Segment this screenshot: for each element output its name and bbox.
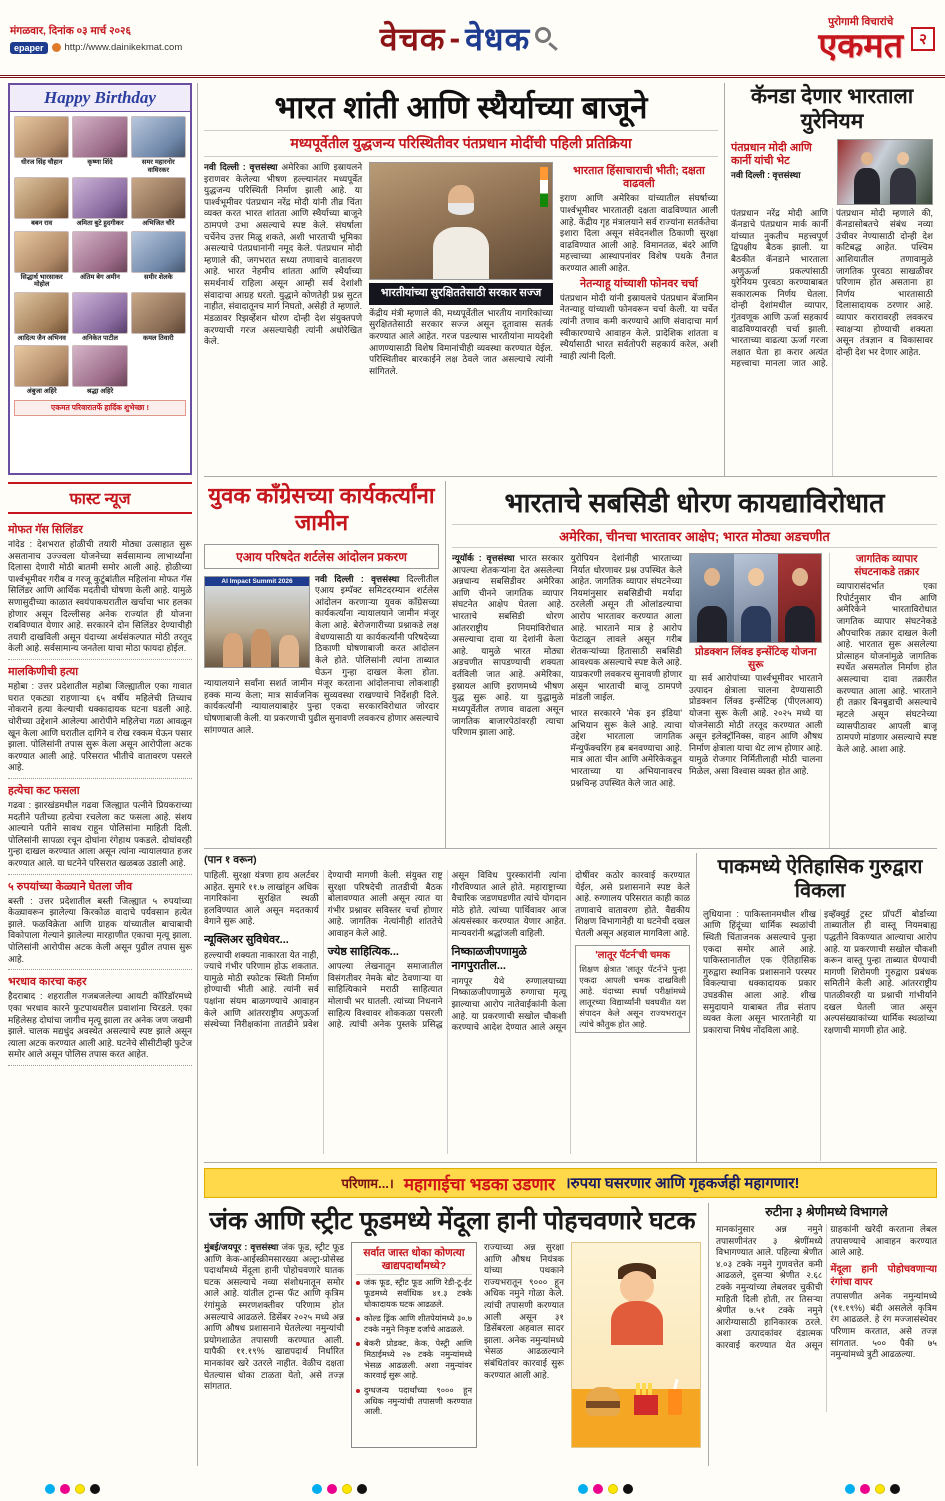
subsidy-dateline: न्यूयॉर्क : वृत्तसंस्था: [452, 553, 515, 563]
danger-foods-box: [351, 1242, 477, 1448]
birthday-photo: [72, 345, 127, 387]
continuation-tag: (पान १ वरून): [204, 854, 257, 866]
congress-headline: युवक काँग्रेसच्या कार्यकर्त्यांना जामीन: [208, 483, 435, 535]
danger-food-bullet: बेकरी प्रोडक्ट, केक, पेस्ट्री आणि मिठाईमध्ये २७ टक्के नमुन्यांमध्ये भेसळ आढळली. अशा नमुन्यांवर कारवाई सुरू आहे.: [356, 1339, 472, 1382]
birthday-photo: [131, 231, 186, 273]
birthday-cell: [14, 345, 69, 396]
lead-column-3: [560, 162, 718, 462]
junk-food-headline: जंक आणि स्ट्रीट फूडमध्ये मेंदूला हानी पोहचवणारे घटक: [209, 1207, 696, 1235]
lead-story: [204, 83, 724, 476]
impact-banner-rest: ।रुपया घसरणार आणि गृहकर्जही महागणार!: [564, 1175, 800, 1192]
danger-food-bullet: कोल्ड ड्रिंक आणि शीतपेयांमध्ये ३०.७ टक्के नमुने निकृष्ट दर्जाचे आढळले.: [356, 1314, 472, 1335]
birthday-name: कमल तिवारी: [143, 334, 174, 342]
shirtless-protest-box-title: एआय परिषदेत शर्टलेस आंदोलन प्रकरण: [204, 544, 439, 569]
page-number: २: [911, 27, 935, 51]
masthead-tagline: पुरोगामी विचारांचे: [828, 15, 894, 28]
categories-body: मानकांनुसार अन्न नमुने तपासणीनंतर ३ श्रेणींमध्ये विभागण्यात आले. पहिल्या श्रेणीत ४.०३ टक्के नमुने गुणवत्तेत कमी आढळले, दुसऱ्या श्रेणीत २.६८ टक्के नमुन्यांच्या लेबलवर चुकीची माहिती दिली होती, तर तिसऱ्या श्रेणीत ७.५१ टक्के नमुने आरोग्यासाठी हानिकारक ठरले. अशा उत्पादकांवर दंडात्मक कारवाई करण्यात येत असून ग्राहकांनी खरेदी करताना लेबल तपासण्याचे आवाहन करण्यात आले आहे.: [716, 1224, 937, 1351]
birthday-photo: [14, 292, 69, 334]
india-flag-icon: [540, 167, 548, 207]
protest-photo: [204, 576, 310, 668]
birthday-photo: [14, 231, 69, 273]
make-in-india-note: भारत सरकारने 'मेक इन इंडिया' अभियान सुरू केले आहे. त्याचा उद्देश भारताला जागतिक मॅन्युफॅक्चरिंग हब बनवण्याचा आहे. मात्र आता चीन आणि अमेरिकेकडून भारताच्या या अभियानावरच प्रश्नचिन्ह उपस्थित केले जात आहे.: [570, 707, 683, 788]
danger-food-bullet: जंक फूड, स्ट्रीट फूड आणि रेडी-टू-ईट फूडमध्ये सर्वाधिक ४१.३ टक्के धोकादायक घटक आढळले.: [356, 1278, 472, 1310]
modi-trump-xi-photo: [689, 553, 822, 643]
modi-speech-photo: [369, 162, 553, 280]
birthday-cell: [72, 292, 127, 343]
fast-news-body: गढवा : झारखंडमधील गढवा जिल्ह्यात पत्नीने प्रियकराच्या मदतीने पतीच्या हत्येचा रचलेला कट फसला आहे. संशय आल्याने पतीने सावध राहून पोलिसांना माहिती दिली. पोलिसांनी सापळा रचून दोघांना रंगेहाथ पकडले. दोघांवरही गुन्हा दाखल करण्यात आला असून त्यांना न्यायालयात हजर करण्यात आले. या घटनेने परिसरात खळबळ उडाली आहे.: [8, 799, 192, 869]
birthday-name: अंबुजा अहिरे: [26, 388, 57, 396]
birthday-name: आदित्य जैन अभिनव: [17, 334, 66, 342]
fast-news-title: फास्ट न्यूज: [8, 482, 192, 514]
fast-news-body: नांदेड : देशभरात होळीची तयारी मोठ्या उत्साहात सुरू असतानाच उज्ज्वला योजनेच्या सर्वसामान्य लाभार्थ्यांना दिलासा देणारी मोठी बातमी समोर आली आहे. होळीच्या पार्श्वभूमीवर गरीब व गरजू कुटुंबांतील महिलांना मोफत गॅस सिलिंडर आणि आर्थिक मदतीची घोषणा केली आहे. यामुळे सणासुदीच्या काळात स्वयंपाकघरातील खर्चाचा भार हलका होणार असून दिल्लीसह अनेक राज्यांत ही योजना राबविण्यात येणार आहे. सरकारने दोन सिलिंडर देण्याचीही तयारी दाखविली असून यंदाच्या अर्थसंकल्पात मोठी तरतूद केली आहे. सर्वसामान्य जनतेला याचा मोठा फायदा होईल.: [8, 539, 192, 654]
danger-foods-list: [356, 1278, 472, 1418]
cmyk-marks-center-left: [312, 1484, 367, 1494]
continuation-item-title: ज्येष्ठ साहित्यिक...: [327, 945, 399, 958]
birthday-name: समीर शेलके: [143, 273, 173, 281]
canada-headline: कॅनडा देणार भारताला युरेनियम: [750, 85, 914, 133]
congress-dateline: नवी दिल्ली : वृत्तसंस्था: [315, 573, 400, 584]
header-right: [710, 15, 935, 63]
fast-news-body: महोबा : उत्तर प्रदेशातील महोबा जिल्ह्यातील एका गावात घरात एकट्या राहणाऱ्या ६५ वर्षीय महिलेची तिच्याच नोकराने हत्या केल्याची धक्कादायक घटना घडली आहे. चोरीच्या उद्देशाने आलेल्या आरोपीने महिलेचा गळा आवळून खून केला आणि घरातील दागिने व रोख रक्कम घेऊन पसार झाला. पोलिसांनी तपास सुरू केला असून आरोपीला अटक करण्यात आली आहे. परिसरात भीतीचे वातावरण पसरले आहे.: [8, 681, 192, 773]
birthday-box: [8, 83, 192, 475]
junk-food-mid-column: राज्याच्या अन्न सुरक्षा आणि औषध नियंत्रक यांच्या पथकाने राज्यभरातून ९००० हून अधिक नमुने गोळा केले. त्यांची तपासणी करण्यात आली असून ३१ डिसेंबरला अहवाल सादर झाला. अनेक नमुन्यांमध्ये भेसळ आढळल्याने संबंधितांवर कारवाई सुरू करण्यात आली आहे.: [484, 1242, 564, 1380]
masthead-brand: [818, 15, 903, 63]
birthday-photo: [14, 177, 69, 219]
canada-dateline: नवी दिल्ली : वृत्तसंस्था: [731, 169, 801, 180]
gurudwara-headline: पाकमध्ये ऐतिहासिक गुरुद्वारा विकला: [717, 856, 923, 903]
lead-dateline: नवी दिल्ली : वृत्तसंस्था: [204, 162, 278, 172]
birthday-photo: [14, 345, 69, 387]
cmyk-marks-left: [45, 1484, 100, 1494]
fast-news-headline: हत्येचा कट फसला: [8, 784, 80, 797]
impact-banner: [204, 1168, 937, 1198]
birthday-photo: [72, 177, 127, 219]
junk-food-dateline: मुंबई/जयपूर : वृत्तसंस्था: [204, 1242, 279, 1252]
gurudwara-story: [697, 853, 937, 1162]
cmyk-marks-center-right: [578, 1484, 633, 1494]
impact-banner-prefix: परिणाम...।: [341, 1176, 394, 1191]
page-header: [0, 0, 945, 78]
continuation-intro: पाहिली. सुरक्षा यंत्रणा हाय अलर्टवर आहेत. सुमारे ११.७ लाखांहून अधिक नागरिकांना सुरक्षित स्थळी हलविण्यात आले असून मदतकार्य वेगाने सुरू आहे.: [204, 870, 319, 927]
drink-icon: [668, 1389, 682, 1415]
cmyk-marks-right: [845, 1484, 900, 1494]
continuation-item-title: न्यूक्लिअर सुविधेवर...: [204, 934, 289, 947]
birthday-grid: [10, 112, 190, 400]
birthday-wish-note: एकमत परिवारातर्फे हार्दिक शुभेच्छा !: [14, 400, 186, 416]
birthday-photo: [72, 231, 127, 273]
canada-subhead: पंतप्रधान मोदी आणि कार्नी यांची भेट: [731, 141, 812, 167]
canada-body: पंतप्रधान नरेंद्र मोदी आणि कॅनडाचे पंतप्रधान मार्क कार्नी यांच्यात नुकतीच महत्त्वपूर्ण द्विपक्षीय बैठक झाली. या बैठकीत कॅनडाने भारताला अणुऊर्जा प्रकल्पांसाठी युरेनियम पुरवठा करण्याबाबत सकारात्मक निर्णय घेतला. दोन्ही देशांमधील व्यापार, गुंतवणूक आणि ऊर्जा सहकार्य वाढविण्यावरही चर्चा झाली. भारताच्या वाढत्या ऊर्जा गरजा लक्षात घेता हा करार अत्यंत महत्त्वाचा मानला जात आहे. पंतप्रधान मोदी म्हणाले की, कॅनडासोबतचे संबंध नव्या उंचीवर नेण्यासाठी दोन्ही देश कटिबद्ध आहेत. पश्चिम आशियातील तणावामुळे जागतिक पुरवठा साखळीवर परिणाम होत असताना हा निर्णय भारतासाठी दिलासादायक ठरणार आहे. व्यापार करारावरही लवकरच स्वाक्षऱ्या होण्याची शक्यता असून तंत्रज्ञान व विकासावर दोन्ही देश भर देणार आहेत.: [731, 207, 933, 369]
magnifier-icon: [534, 26, 560, 52]
child-eating-cartoon: [571, 1242, 701, 1448]
colors-note-title: मेंदूला हानी पोहोचवणाऱ्या रंगांचा वापर: [830, 1263, 937, 1289]
birthday-name: धीरज सिंह चौहान: [20, 159, 63, 166]
birthday-cell: [14, 231, 69, 289]
modi-carney-photo: [837, 139, 933, 205]
latur-pattern-box: [575, 945, 690, 1034]
birthday-photo: [131, 177, 186, 219]
junk-food-story: [204, 1203, 937, 1466]
danger-foods-title: सर्वात जास्त धोका कोणत्या खाद्यपदार्थांमध्ये?: [356, 1247, 472, 1275]
pli-scheme-body: या सर्व आरोपांच्या पार्श्वभूमीवर भारताने उत्पादन क्षेत्राला चालना देण्यासाठी प्रोडक्शन लिंक्ड इन्सेंटिव्ह (पीएलआय) योजना सुरू केली आहे. २०२५ मध्ये या योजनेसाठी मोठी तरतूद करण्यात आली असून इलेक्ट्रॉनिक्स, वाहन आणि औषध निर्माण क्षेत्राला याचा थेट लाभ होणार आहे. यामुळे रोजगार निर्मितीलाही मोठी चालना मिळेल, असा विश्वास व्यक्त होत आहे.: [689, 673, 823, 777]
subsidy-subhead: अमेरिका, चीनचा भारतावर आक्षेप; भारत मोठ्या अडचणीत: [452, 524, 937, 548]
left-sidebar: [8, 83, 198, 1466]
subsidy-photo-column: [689, 553, 822, 848]
fast-news-item: [8, 660, 192, 779]
section-title: वेचक - वेधक: [380, 17, 560, 60]
fast-news-item: [8, 875, 192, 971]
subsidy-policy-story: [446, 481, 937, 848]
violence-fear-body: इराण आणि अमेरिका यांच्यातील संघर्षाच्या पार्श्वभूमीवर भारतातही दक्षता वाढविण्यात आली आहे. केंद्रीय गृह मंत्रालयाने सर्व राज्यांना सतर्कतेचा इशारा दिला असून संवेदनशील ठिकाणी सुरक्षा वाढविण्यात आली आहे. विमानतळ, बंदरे आणि महत्त्वाच्या आस्थापनांवर विशेष पथके तैनात करण्यात आली आहेत.: [559, 193, 718, 274]
junk-food-body-column: मुंबई/जयपूर : वृत्तसंस्था जंक फूड, स्ट्रीट फूड आणि केक-आईस्क्रीमसारख्या अल्ट्रा-प्रोसेस्ड पदार्थांमध्ये मेंदूला हानी पोहोचवणारे घातक घटक असल्याचे नव्या संशोधनातून समोर आले आहे. यांतील ट्रान्स फॅट आणि कृत्रिम रंगांमुळे स्मरणशक्तीवर परिणाम होत असल्याचे आढळले. डिसेंबर २०२५ मध्ये अन्न आणि औषध प्रशासनाने घेतलेल्या नमुन्यांची प्रयोगशाळेत तपासणी करण्यात आली. यापैकी ११.१९% खाद्यपदार्थ निर्धारित मानकांवर खरे उतरले नाहीत. वेळीच दक्षता घेतल्यास धोका टाळता येतो, असे तज्ज्ञ सांगतात.: [204, 1242, 344, 1392]
birthday-cell: [131, 177, 186, 228]
header-center: [230, 17, 710, 60]
fast-news-item: [8, 518, 192, 660]
birthday-cell: [72, 177, 127, 228]
fast-news-body: बस्ती : उत्तर प्रदेशातील बस्ती जिल्ह्यात ५ रुपयांच्या केळ्यावरून झालेल्या किरकोळ वादाचे पर्यवसान हत्येत झाले. फळविक्रेता आणि ग्राहक यांच्यातील बाचाबाची विकोपाला गेल्याने झालेल्या मारहाणीत एकाचा मृत्यू झाला. पोलिसांनी आरोपीस अटक केली असून पुढील तपास सुरू आहे.: [8, 895, 192, 964]
birthday-photo: [131, 292, 186, 334]
birthday-name: अभिजित चौरे: [142, 220, 175, 228]
subsidy-column-2: युरोपियन देशांनीही भारताच्या निर्यात धोरणावर प्रश्न उपस्थित केले आहेत. जागतिक व्यापार संघटनेच्या नियमांनुसार सबसिडीची मर्यादा ठरलेली असून ती ओलांडल्याचा आरोप भारतावर करण्यात आला आहे. भारताने मात्र हे आरोप फेटाळून लावले असून गरीब शेतकऱ्यांच्या हितासाठी सबसिडी आवश्यक असल्याचे स्पष्ट केले आहे. याप्रकरणी लवकरच सुनावणी होणार असून भारताची बाजू ठामपणे मांडली जाईल. भारत सरकारने 'मेक इन इंडिया' अभियान सुरू केले आहे. त्याचा उद्देश भारताला जागतिक मॅन्युफॅक्चरिंग हब बनवण्याचा आहे. मात्र आता चीन आणि अमेरिकेकडून भारताच्या या अभियानावरच प्रश्नचिन्ह उपस्थित केले जात आहे.: [570, 553, 683, 788]
wto-complaint-column: [829, 553, 937, 848]
epaper-icon: [52, 43, 61, 52]
continuation-item-body: आपल्या लेखनातून समाजातील विसंगतीवर नेमके बोट ठेवणाऱ्या या साहित्यिकाने मराठी साहित्यात मोलाची भर घातली. त्यांच्या निधनाने साहित्य विश्वावर शोककळा पसरली आहे. त्यांची अनेक पुस्तके प्रसिद्ध असून विविध पुरस्कारांनी त्यांना गौरविण्यात आले होते. महाराष्ट्राच्या वैचारिक जडणघडणीत त्यांचे योगदान मोठे होते. त्यांच्या पार्थिवावर आज अंत्यसंस्कार करण्यात येणार आहेत. मान्यवरांनी श्रद्धांजली वाहिली.: [327, 870, 567, 1030]
epaper-badge: epaper: [10, 42, 48, 54]
birthday-name: अंतिम बेग अमीन: [80, 273, 120, 281]
content-area: [204, 83, 937, 1466]
latur-pattern-body: शिक्षण क्षेत्रात 'लातूर पॅटर्न'ने पुन्हा एकदा आपली चमक दाखविली आहे. यंदाच्या स्पर्धा परीक्षांमध्ये लातूरच्या विद्यार्थ्यांनी घवघवीत यश संपादन केले असून राज्यभरातून त्यांचे कौतुक होत आहे.: [579, 963, 686, 1029]
pli-scheme-title: प्रोडक्शन लिंक्ड इन्सेंटिव्ह योजना सुरू: [695, 646, 817, 671]
lead-headline: भारत शांती आणि स्थैर्याच्या बाजूने: [274, 90, 648, 125]
continuation-item-title: निष्काळजीपणामुळे नागपुरातील...: [451, 945, 527, 973]
page1-continuations: [204, 853, 697, 1162]
birthday-photo: [14, 116, 69, 158]
fast-news-headline: ५ रुपयांच्या केळ्याने घेतला जीव: [8, 880, 133, 893]
wto-complaint-body: व्यापारासंदर्भात एका रिपोर्टनुसार चीन आणि अमेरिकेने भारताविरोधात जागतिक व्यापार संघटनेकडे औपचारिक तक्रार दाखल केली आहे. भारतात सुरू असलेल्या प्रोत्साहन योजनांमुळे जागतिक स्पर्धेत असमतोल निर्माण होत असल्याचा दावा तक्रारीत करण्यात आला आहे. भारताने ही तक्रार बिनबुडाची असल्याचे म्हटले असून संघटनेच्या व्यासपीठावर आपली बाजू ठामपणे मांडणार असल्याचे स्पष्ट केले आहे. आशा आहे.: [836, 581, 937, 754]
fast-news-headline: भरधाव कारचा कहर: [8, 976, 87, 989]
violence-fear-title: भारतात हिंसाचाराची भीती; दक्षता वाढवली: [573, 165, 705, 191]
date-line: मंगळवार, दिनांक ०३ मार्च २०२६: [10, 24, 131, 37]
birthday-name: अनिकेत पाटील: [81, 334, 118, 342]
birthday-photo: [72, 116, 127, 158]
continuation-item-body: हल्ल्याची शक्यता नाकारता येत नाही, ज्याचे गंभीर परिणाम होऊ शकतात. यामुळे मोठी स्फोटक स्थिती निर्माण होण्याची भीती आहे. त्यांनी सर्व पक्षांना संयम बाळगण्याचे आवाहन केले आणि आंतरराष्ट्रीय अणुऊर्जा संस्थेच्या निरीक्षकांना तातडीने प्रवेश देण्याची मागणी केली. संयुक्त राष्ट्र सुरक्षा परिषदेची तातडीची बैठक बोलावण्यात आली असून त्यात या गंभीर प्रश्नावर सविस्तर चर्चा होणार आहे. जागतिक नेत्यांनीही शांततेचे आवाहन केले आहे.: [204, 870, 443, 1030]
colors-note-body: तपासणीत अनेक नमुन्यांमध्ये (११.१९%) बंदी असलेले कृत्रिम रंग आढळले. हे रंग मज्जासंस्थेवर परिणाम करतात, असे तज्ज्ञ सांगतात. ५०० पैकी ७५ नमुन्यांमध्ये त्रुटी आढळल्या.: [830, 1291, 937, 1360]
birthday-name: अमिता बुटे हुदगीकर: [76, 220, 124, 228]
subsidy-column-1: न्यूयॉर्क : वृत्तसंस्था भारत सरकार आपल्या शेतकऱ्यांना देत असलेल्या अन्नधान्य सबसिडीवर अमेरिका आणि चीनने जागतिक व्यापार संघटनेत आक्षेप घेतला आहे. भारताचे सबसिडी धोरण आंतरराष्ट्रीय नियमांविरोधात असल्याचा दावा या देशांनी केला आहे. यामुळे भारत मोठ्या अडचणीत सापडण्याची शक्यता वर्तविली जात आहे. अमेरिका, इस्रायल आणि इराणमध्ये भीषण युद्ध सुरू आहे. या युद्धामुळे मध्यपूर्वेतील तणाव वाढला असून जागतिक बाजारपेठांवरही त्याचा परिणाम झाला आहे.: [452, 553, 564, 738]
netanyahu-call-body: पंतप्रधान मोदी यांनी इस्रायलचे पंतप्रधान बेंजामिन नेतन्याहू यांच्याशी फोनवरून चर्चा केली. या चर्चेत त्यांनी तणाव कमी करण्याचे आणि संवादाचा मार्ग स्वीकारण्याचे आवाहन केले. प्रादेशिक शांतता व स्थैर्यासाठी भारत सर्वतोपरी सहकार्य करेल, अशी ग्वाही त्यांनी दिली.: [559, 292, 718, 361]
birthday-cell: [14, 177, 69, 228]
categories-title: रुटीना ३ श्रेणीमध्ये विभागले: [765, 1205, 888, 1219]
fast-news-headline: मालकिणीची हत्या: [8, 666, 79, 679]
continuation-item-body: नागपूर येथे रुग्णालयाच्या निष्काळजीपणामुळे रुग्णाचा मृत्यू झाल्याचा आरोप नातेवाईकांनी केला आहे. या प्रकरणाची सखोल चौकशी करण्याचे आदेश देण्यात आले असून दोषींवर कठोर कारवाई करण्यात येईल, असे प्रशासनाने स्पष्ट केले आहे. रुग्णालय परिसरात काही काळ तणावाचे वातावरण होते. वैद्यकीय शिक्षण विभागानेही या घटनेची दखल घेतली असून अहवाल मागविला आहे.: [451, 870, 690, 1033]
gurudwara-body-2: इव्हॅक्युई ट्रस्ट प्रॉपर्टी बोर्डाच्या ताब्यातील ही वास्तू नियमबाह्य पद्धतीने विकण्यात आल्याचा आरोप आहे. या प्रकरणाची सखोल चौकशी करून वास्तू पुन्हा ताब्यात घेण्याची मागणी शिरोमणी गुरुद्वारा प्रबंधक समितीने केली आहे. आंतरराष्ट्रीय पातळीवरही या प्रश्नाची गांभीर्याने दखल घेतली जात असून अल्पसंख्याकांच्या धार्मिक स्थळांच्या रक्षणाची मागणी होत आहे.: [824, 908, 937, 1035]
subsidy-headline: भारताचे सबसिडी धोरण कायद्याविरोधात: [504, 488, 885, 518]
lead-column-2: [369, 162, 553, 462]
epaper-url[interactable]: http://www.dainikekmat.com: [64, 42, 183, 53]
birthday-name: बबन राव: [31, 220, 53, 228]
birthday-cell: [72, 231, 127, 289]
lead-body-1: अमेरिका आणि इस्रायलने इराणवर केलेल्या भीषण हल्ल्यानंतर मध्यपूर्वेत युद्धजन्य परिस्थिती निर्माण झाली आहे. या पार्श्वभूमीवर पंतप्रधान नरेंद्र मोदी यांनी तीव्र चिंता व्यक्त करत भारत शांतता आणि स्थैर्याच्या बाजूने ठामपणे उभा असल्याचे स्पष्ट केले. संघर्षाला चर्चेनेच उत्तर मिळू शकते, अशी भारताची भूमिका असल्याचे पंतप्रधानांनी नमूद केले. पंतप्रधान मोदी म्हणाले की, जगभरात सध्या तणावाचे वातावरण आहे. भारत नेहमीच शांतता आणि स्थैर्याच्या समर्थनार्थ राहिला असून आम्ही सर्व देशांशी संवादाचा आग्रह धरतो. युद्धाने कोणतेही प्रश्न सुटत नाहीत, संवादातूनच मार्ग निघतो, असेही ते म्हणाले. मंडळावर रिझर्व्हेशन धोरण दोन्ही देश संयुक्तपणे करण्याची गरज असल्याचेही त्यांनी अधोरेखित केले.: [204, 162, 363, 347]
latur-pattern-title: 'लातूर पॅटर्न'ची चमक: [595, 949, 670, 961]
header-left: [10, 24, 230, 54]
birthday-name: कृष्णा शिंदे: [87, 159, 113, 166]
impact-banner-highlight: महागाईचा भडका उडणार: [403, 1174, 555, 1194]
fast-news-body: हैदराबाद : शहरातील गजबजलेल्या आयटी कॉरिडॉरमध्ये एका भरधाव कारने फुटपाथवरील प्रवाशांना चिरडले. एका महिलेसह दोघांचा जागीच मृत्यू झाला तर अनेक जण जखमी झाले. चालक मद्यधुंद अवस्थेत असल्याचे स्पष्ट झाले असून त्याला अटक करण्यात आली आहे. घटनेचे सीसीटीव्ही फुटेज समोर आले असून पोलिस तपास करत आहेत.: [8, 991, 192, 1060]
birthday-cell: [14, 292, 69, 343]
congress-body: नवी दिल्ली : वृत्तसंस्था दिल्लीतील एआय इम्पॅक्ट समिटदरम्यान शर्टलेस आंदोलन करणाऱ्या युवक काँग्रेसच्या कार्यकर्त्यांना न्यायालयाने जामीन मंजूर केला आहे. बेरोजगारीच्या प्रश्नाकडे लक्ष वेधण्यासाठी या कार्यकर्त्यांनी परिषदेच्या ठिकाणी घोषणाबाजी करत आंदोलन केले होते. पोलिसांनी त्यांना ताब्यात घेऊन गुन्हा दाखल केला होता. न्यायालयाने सर्वांना सशर्त जामीन मंजूर करताना आंदोलनाचा लोकशाही हक्क मान्य केला; मात्र सार्वजनिक सुव्यवस्था राखण्याचे निर्देशही दिले. कार्यकर्त्यांनी न्यायालयाबाहेर पुन्हा एकदा सरकारविरोधात जोरदार घोषणाबाजी केली. या प्रकरणाची पुढील सुनावणी लवकरच होणार असल्याचे सांगण्यात आले.: [204, 573, 439, 735]
canada-uranium-story: [724, 83, 933, 476]
government-ready-box-body: केंद्रीय मंत्री म्हणाले की, मध्यपूर्वेतील भारतीय नागरिकांच्या सुरक्षिततेसाठी सरकार सज्ज असून दूतावास सतर्क करण्यात आले आहेत. गरज पडल्यास भारतीयांना मायदेशी आणण्यासाठी विशेष विमानांचीही व्यवस्था करण्यात येईल. परिस्थितीवर बारकाईने लक्ष ठेवले जात असल्याचे त्यांनी सांगितले.: [369, 307, 553, 376]
birthday-cell: [14, 116, 69, 174]
birthday-name: समर महारनोर वाघिरकर: [141, 159, 175, 174]
netanyahu-call-title: नेतन्याहू यांच्याशी फोनवर चर्चा: [580, 277, 698, 290]
lead-subhead: मध्यपूर्वेतील युद्धजन्य परिस्थितीवर पंतप्रधान मोदींची पहिली प्रतिक्रिया: [204, 130, 718, 157]
congress-bail-story: [204, 481, 446, 848]
government-ready-box-title: भारतीयांच्या सुरक्षिततेसाठी सरकार सज्ज: [369, 283, 553, 305]
gurudwara-body-1: लुधियाना : पाकिस्तानमधील शीख आणि हिंदूंच्या धार्मिक स्थळांची स्थिती चिंताजनक असल्याचे पुन्हा एकदा समोर आले आहे. पाकिस्तानातील एक ऐतिहासिक गुरुद्वारा स्थानिक प्रशासनाने परस्पर विकल्याचा धक्कादायक प्रकार उघडकीस आला आहे. शीख समुदायाने याबाबत तीव्र संताप व्यक्त केला असून भारतानेही या प्रकाराचा निषेध नोंदविला आहे.: [703, 908, 816, 1035]
fast-news-list: [8, 518, 192, 1066]
summit-banner-label: AI Impact Summit 2026: [205, 577, 309, 586]
birthday-cell: [131, 231, 186, 289]
birthday-cell: [72, 116, 127, 174]
wto-complaint-title: जागतिक व्यापार संघटनाकडे तक्रार: [854, 553, 920, 578]
birthday-cell: [72, 345, 127, 396]
lead-column-1: [204, 162, 362, 462]
fast-news-item: [8, 970, 192, 1066]
masthead-title: एकमत: [818, 26, 903, 65]
birthday-name: श्रद्धा अहिरे: [86, 388, 114, 396]
print-registration-marks: [0, 1484, 945, 1494]
fast-news-item: [8, 779, 192, 875]
fast-news-headline: मोफत गॅस सिलिंडर: [8, 524, 83, 536]
birthday-name: सिद्धार्थ भारसाकर मोहोल: [20, 273, 63, 289]
birthday-title: Happy Birthday: [10, 85, 190, 112]
danger-food-bullet: दुग्धजन्य पदार्थांच्या ९००० हून अधिक नमुन्यांची तपासणी करण्यात आली.: [356, 1386, 472, 1418]
birthday-cell: [131, 292, 186, 343]
birthday-cell: [131, 116, 186, 174]
categories-column: [708, 1203, 937, 1466]
birthday-photo: [131, 116, 186, 158]
birthday-photo: [72, 292, 127, 334]
